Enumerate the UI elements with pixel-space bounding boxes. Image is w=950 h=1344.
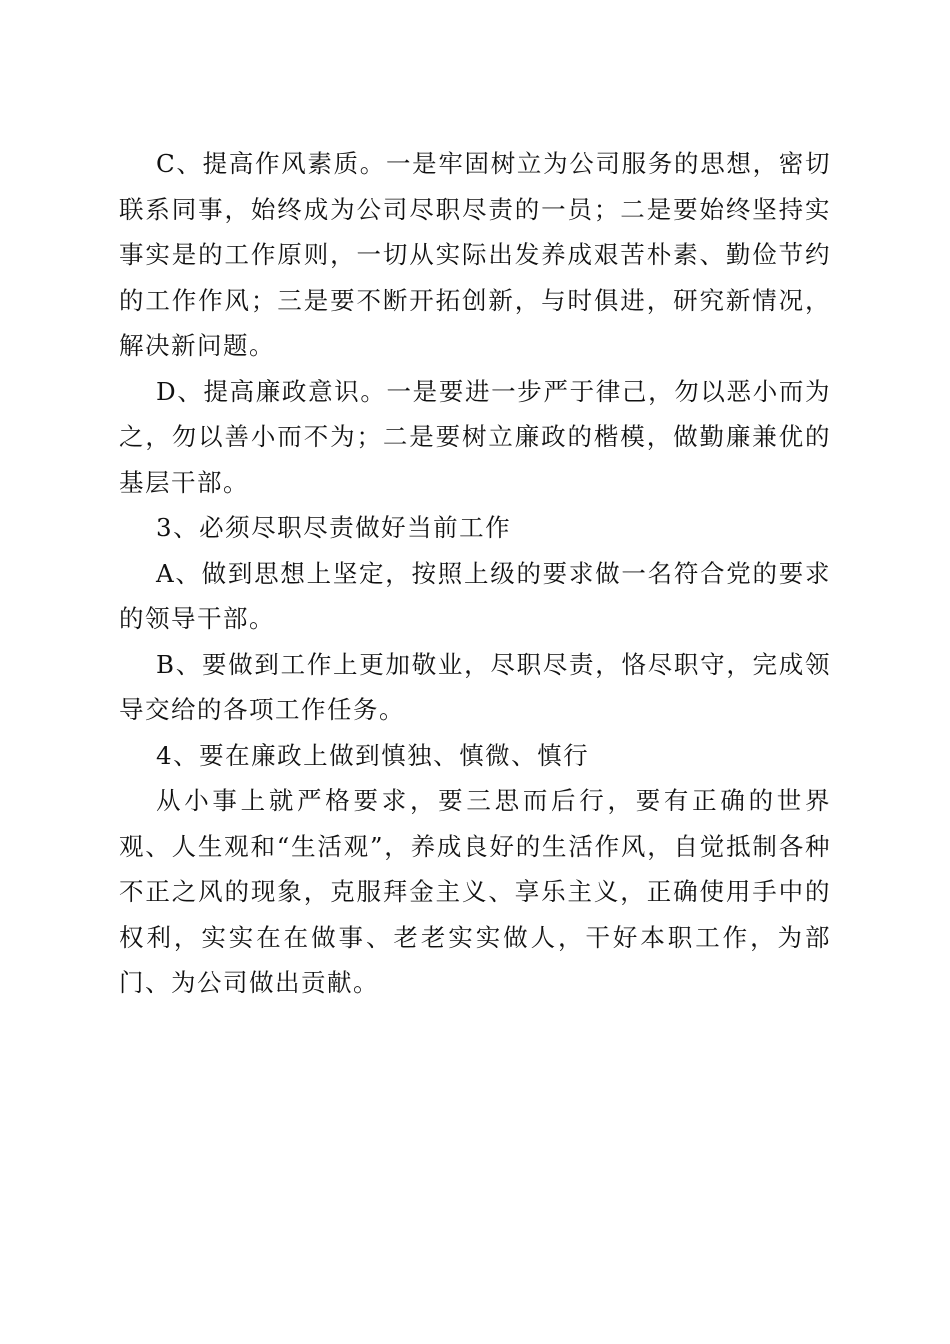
paragraph-item-a: A、做到思想上坚定，按照上级的要求做一名符合党的要求的领导干部。	[119, 558, 831, 633]
document-body	[119, 141, 831, 1006]
section-heading-4: 4、要在廉政上做到慎独、慎微、慎行	[156, 740, 590, 770]
paragraph-item-d: D、提高廉政意识。一是要进一步严于律己，勿以恶小而为之，勿以善小而不为；二是要树立廉政的楷模，做勤廉兼优的基层干部。	[119, 376, 831, 497]
paragraph-closing: 从小事上就严格要求，要三思而后行，要有正确的世界观、人生观和“生活观”，养成良好的生活作风，自觉抵制各种不正之风的现象，克服拜金主义、享乐主义，正确使用手中的权利，实实在在做事、老老实实做人，干好本职工作，为部门、为公司做出贡献。	[119, 786, 831, 997]
paragraph-item-c: C、提高作风素质。一是牢固树立为公司服务的思想，密切联系同事，始终成为公司尽职尽责的一员；二是要始终坚持实事实是的工作原则，一切从实际出发养成艰苦朴素、勤俭节约的工作作风；三是要不断开拓创新，与时俱进，研究新情况，解决新问题。	[119, 149, 831, 360]
paragraph-item-b: B、要做到工作上更加敬业，尽职尽责，恪尽职守，完成领导交给的各项工作任务。	[119, 649, 831, 724]
section-heading-3: 3、必须尽职尽责做好当前工作	[156, 513, 512, 542]
